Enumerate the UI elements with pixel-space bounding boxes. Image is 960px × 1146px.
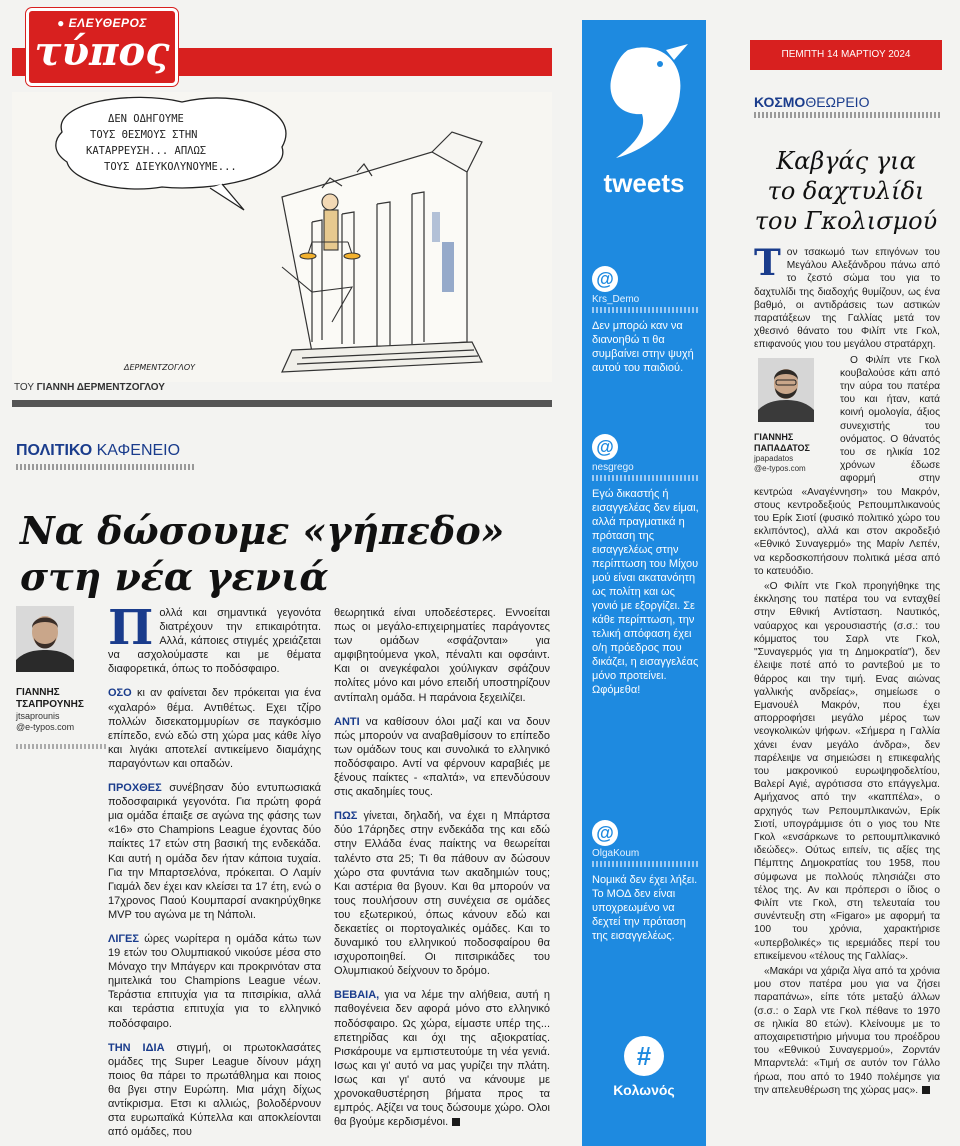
author-handle: jpapadatos [754,453,794,463]
headline-line-1: Να δώσουμε «γήπεδο» [20,508,505,553]
newspaper-logo [26,8,178,86]
article-column-1 [108,600,321,1146]
article-paragraph: θεωρητικά είναι υποδεέστερες. Εννοείται πως οι μεγάλο-επιχειρηματίες παράγοντες των ομάδων «σφάζονται» για αμφιβητούμενα γκολ, πέναλτι και οφσάιντ. Και οι ανεγκέφαλοι χούλιγκαν σφάζουν πολίτες μόνο και μόνο επειδή υποστηρίζουν αντίπαλη ομάδα. Η παράνοια ξεχειλίζει. [334,607,550,704]
article-column [754,242,940,1099]
tweet-text: Νομικά δεν έχει λήξει. Το ΜΟΔ δεν είναι υποχρεωμένο να δεχτεί την πρόταση της εισαγγελέως. [592,874,698,942]
speech-line-4: ΤΟΥΣ ΔΙΕΥΚΟΛΥΝΟΥΜΕ... [104,161,237,173]
headline-line-2: το δαχτυλίδι [767,177,925,205]
caption-name: ΓΙΑΝΝΗ ΔΕΡΜΕΝΤΖΟΓΛΟΥ [36,382,165,393]
speech-line-3: ΚΑΤΑΡΡΕΥΣΗ... ΑΠΛΩΣ [86,145,207,157]
at-sign-icon: @ [592,820,618,846]
headline-line-2: στη νέα γενιά [20,554,329,599]
author-name: ΓΙΑΝΝΗΣ ΠΑΠΑΔΑΤΟΣ [754,431,810,453]
article-paragraph: Πολλά και σημαντικά γεγονότα διατρέχουν την επικαιρότητα. Αλλά, κάποιες στιγμές χρειάζεται να ασχολούμαστε και με θέματα διαφορετικά, όπως το ποδόσφαιρο. [108,600,321,676]
article-paragraph: ΟΣΟ κι αν φαίνεται δεν πρόκειται για ένα «χαλαρό» θέμα. Αντιθέτως. Εχει τζίρο πολλών δισεκατομμυρίων σε παγκόσμιο επίπεδο, ενώ εδώ στη χώρα μας κάθε λίγο και λιγάκι αποτελεί αντικείμενο διαμάχης παραγόντων και οπαδών. [108,687,321,770]
date-bar: ΠΕΜΠΤΗ 14 ΜΑΡΤΙΟΥ 2024 [750,40,942,70]
tweets-column [582,20,706,1146]
section-label-bold: ΠΟΛΙΤΙΚΟ [16,442,93,459]
at-sign-icon: @ [592,266,618,292]
section-label-light: ΚΑΦΕΝΕΙΟ [96,442,181,459]
tweet-rule [592,307,700,313]
headline-line-3: του Γκολισμού [754,207,938,235]
section-label-bold: ΚΟΣΜΟ [754,94,806,110]
article-headline [750,146,942,236]
speech-line-1: ΔΕΝ ΟΔΗΓΟΥΜΕ [108,113,184,125]
article-headline [20,508,540,600]
tweets-title: tweets [603,168,685,198]
tweet-item [592,820,700,943]
tweet-handle: nesgrego [592,462,634,473]
tweet-item [592,266,700,375]
author-photo [758,358,814,422]
author-box [754,358,834,474]
cartoon-signature: ΔΕΡΜΕΝΤΖΟΓΛΟΥ [124,363,196,372]
section-label [754,94,869,110]
author-domain: @e-typos.com [16,722,75,732]
section-label [16,442,180,460]
end-mark-icon [452,1118,460,1126]
logo-top-text: ● ΕΛΕΥΘΕΡΟΣ [57,16,147,30]
hashtag-label: Κολωνός [613,1082,675,1098]
logo-main-text: τύπος [34,28,170,75]
article-paragraph: ΛΙΓΕΣ ώρες νωρίτερα η ομάδα κάτω των 19 ετών του Ολυμπιακού νικούσε μέσα στο Μόναχο την Μπάγερν και προκρινόταν στα ημιτελικά του Champions League νέων. Τεράστια επιτυχία για τα πιτσιρίκια, αλλά και τεράστια επιτυχία για το ελληνικό ποδόσφαιρο. [108,932,321,1030]
author-domain: @e-typos.com [754,463,806,473]
article-paragraph: ΠΩΣ γίνεται, δηλαδή, να έχει η Μπάρτσα δύο 17άρηδες στην ενδεκάδα της και εδώ στην Ελλάδα ένας παίκτης να θεωρείται ταλέντο στα 25; Τι θα πάθουν αν δώσουν χώρο στα φυντάνια των ακαδημιών τους; Και αστέρια θα βγουν. Και θα μπορούν να τους πουλήσουν στη συνέχεια σε ομάδες του εξωτερικού, όπως κάνουν εδώ και δεκαετίες οι πορτογαλικές ομάδες. Και το δυναμικό του ελληνικού ποδοσφαίρου θα ισχυροποιηθεί. Οι πιτσιρικάδες του Ολυμπιακού δείχνουν το δρόμο. [334,810,550,978]
author-email [16,711,108,733]
author-box [16,606,108,744]
headline-line-1: Καβγάς για [776,147,916,175]
section-label-rule [16,464,196,470]
drop-cap: Τ [754,242,781,284]
tweet-item [592,434,700,697]
hashtag-block [582,1036,706,1098]
article-column-2 [334,606,550,1139]
author-photo [16,606,74,672]
drop-cap: Π [108,600,154,656]
end-mark-icon [922,1086,930,1094]
article-paragraph: Ο Φιλίπ ντε Γκολ κουβαλούσε κάτι από την αύρα του πατέρα του και ήταν, κατά κοινή ομολογία, άξιος συνεχιστής του ονόματος. Ο θάνατός του σε ηλικία 102 χρόνων έδωσε αφορμή στην κεντρώα «Αναγέννηση» του Μακρόν, στους κεντροδεξιούς Ρεπουμπλικανούς του Ερίκ Σιοτί (φυσικό πολιτικό χώρο του εκλιπόντος), αλλά και στον ακροδεξιό «Εθνικό Συναγερμό» της Μαρίν Λεπέν, να κερδοσκοπήσουν πολιτικά μέσα από το κατευόδιο. [754,354,940,577]
section-label-light: ΘΕΩΡΕΙΟ [805,94,870,110]
cartoon-caption [14,382,165,393]
author-name: ΓΙΑΝΝΗΣ ΤΣΑΠΡΟΥΝΗΣ [16,687,84,710]
political-cartoon [12,92,552,382]
tweet-handle: Krs_Demo [592,294,640,305]
article-paragraph: Τον τσακωμό των επιγόνων του Μεγάλου Αλεξάνδρου πάνω από το ζεστό σώμα του για το δαχτυλίδι της διαδοχής θυμίζουν, ως ένα βαθμό, οι αντιδράσεις των αστικών παρατάξεων της Γαλλίας μετά τον χθεσινό θάνατο του Φιλίπ ντε Γκολ, επιφανούς γιου του μεγάλου στρατάρχη. [754,242,940,351]
hashtag-icon: # [624,1036,664,1076]
author-rule [16,744,108,749]
speech-line-2: ΤΟΥΣ ΘΕΣΜΟΥΣ ΣΤΗΝ [90,129,198,141]
caption-prefix: ΤΟΥ [14,382,34,393]
article-paragraph: ΠΡΟΧΘΕΣ συνέβησαν δύο εντυπωσιακά ποδοσφαιρικά γεγονότα. Για πρώτη φορά μια ομάδα έπαιξε σε αγώνα της φάσης των «16» στο Champions League έχοντας δύο παίκτες 17 ετών στη βασική της ενδεκάδα. Και αυτή η ομάδα δεν ήταν κάποια τυχαία. Για την Μπαρτσελόνα, πρόκειται. Ο Λαμίν Γιαμάλ δεν έχει καν κλείσει τα 17 έτη, ενώ ο 17χρονος Παού Κουμπαρσί ανακηρύχθηκε MVP του αγώνα με τη Νάπολι. [108,782,321,921]
bird-logo-icon [588,30,700,170]
section-label-rule [754,112,940,118]
article-paragraph: «Ο Φιλίπ ντε Γκολ προηγήθηκε της έκκλησης του πατέρα του να ενταχθεί στην Εθνική Αντίσταση. Ναυτικός, ναύαρχος και γερουσιαστής (σ.σ.: του κόμματος του Σαρλ ντε Γκολ, "Συναγερμός για τη Δημοκρατία"), δεν έλειψε ποτέ από το ραντεβού με το θάρρος και την τιμή. Ενας αιώνας γαλλικής ανδρείας», σημείωσε ο Εμανουέλ Μακρόν, που έχει απορροφήσει μεγάλο μέρος των νεογκολικών ψήφων. «Σήμερα η Γαλλία χάνει έναν μεγάλο άνδρα», δεν παρέλειψε να σημειώσει η επικεφαλής του μακρονικού ευρωψηφοδελτίου, Βαλερί Αγιέ, αγρότισσα στο επάγγελμα. Αμήχανος από την «καππέλα», ο αρχηγός των Ρεπουμπλικανών, Ερίκ Σιοτί, υπογράμμισε ότι ο γιος του Ντε Γκολ «ενσάρκωνε το ρεπουμπλικανικό ιδεώδες». Ούτως ειπείν, τις αξίες της Πέμπτης Δημοκρατίας του 1958, που σύμφωνα με πολλούς πλησιάζει στο τέλος της. Αν και πρόπερσι ο ίδιος ο Φιλίπ ντε Γκολ, στη τελευταία του συνέντευξη στη «Figaro» με αφορμή τα 100 του χρόνια, χαρακτήρισε «υπερβολικές» τις ιερεμιάδες περί του επικείμενου «τέλους της Γαλλίας». [754,581,940,962]
tweet-handle: OlgaKoum [592,848,640,859]
author-email [754,454,834,474]
article-paragraph: ΒΕΒΑΙΑ, για να λέμε την αλήθεια, αυτή η παθογένεια δεν αφορά μόνο στο ελληνικό ποδόσφαιρο. Ως χώρα, είμαστε υπέρ της... επετηρίδας και όχι της αξιοκρατίας. Ρισκάρουμε να εμπιστευτούμε τη νέα γενιά. Ισως και γι' αυτό να μας γυρίζει την πλάτη. Ισως και γι' αυτό να κάνουμε με χρονοκαθυστέρηση βήματα προς τα εμπρός. Αξίζει να τους δώσουμε χώρο. Ολοι θα βγούμε κερδισμένοι. [334,989,550,1129]
tweet-rule [592,861,700,867]
left-page [12,8,552,1138]
article-paragraph: «Μακάρι να χάριζα λίγα από τα χρόνια μου στον πατέρα μου για να ζήσει παραπάνω», είπε τότε μεταξύ άλλων (σ.σ.: ο Σαρλ ντε Γκολ πέθανε το 1970 σε ηλικία 80 ετών). Κλείνουμε με το αποχαιρετιστήριο μήνυμα του προέδρου του «Εθνικού Συναγερμού», Ζορντάν Μπαρντελά: «Τιμή σε αυτόν τον Γάλλο ήρωα, που από το 1940 πολέμησε για την απελευθέρωση της χώρας μας». [754,965,940,1096]
article-paragraph: ΑΝΤΙ να καθίσουν όλοι μαζί και να δουν πώς μπορούν να αναβαθμίσουν το επίπεδο των ομάδων τους και συνολικά το ελληνικό ποδόσφαιρο. Αντί να φέρνουν καραβιές με ξένους παίκτες - «παλτά», να επενδύσουν στις ακαδημίες τους. [334,715,550,799]
article-paragraph: ΤΗΝ ΙΔΙΑ στιγμή, οι πρωτοκλασάτες ομάδες της Super League δίνουν μάχη ποιος θα πάρει το πρωτάθλημα και ποιος θα βγει στην Ευρώπη. Μια μάχη δίχως αντίκρισμα. Ετσι κι αλλιώς, βολοδέρνουν στα ευρωπαϊκά Κύπελλα και αποκλείονται από ομάδες, που [108,1041,321,1139]
tweet-text: Εγώ δικαστής ή εισαγγελέας δεν είμαι, αλλά πραγματικά η πρόταση της εισαγγελέως στην περίπτωση του Μίχου μού είναι ακατανόητη ως πολίτη και ως γονιό με εξοργίζει. Σε κάθε περίπτωση, την τελική απόφαση έχει ο/η πρόεδρος που δικάζει, η εισαγγελέας μόνο προτείνει. Ωφόμεθα! [592,488,699,696]
at-sign-icon: @ [592,434,618,460]
section-divider [12,400,552,407]
tweet-text: Δεν μπορώ καν να διανοηθώ τι θα συμβαίνει στην ψυχή αυτού του παιδιού. [592,320,694,374]
tweet-rule [592,475,700,481]
right-page [750,24,942,1144]
author-handle: jtsaprounis [16,711,60,721]
